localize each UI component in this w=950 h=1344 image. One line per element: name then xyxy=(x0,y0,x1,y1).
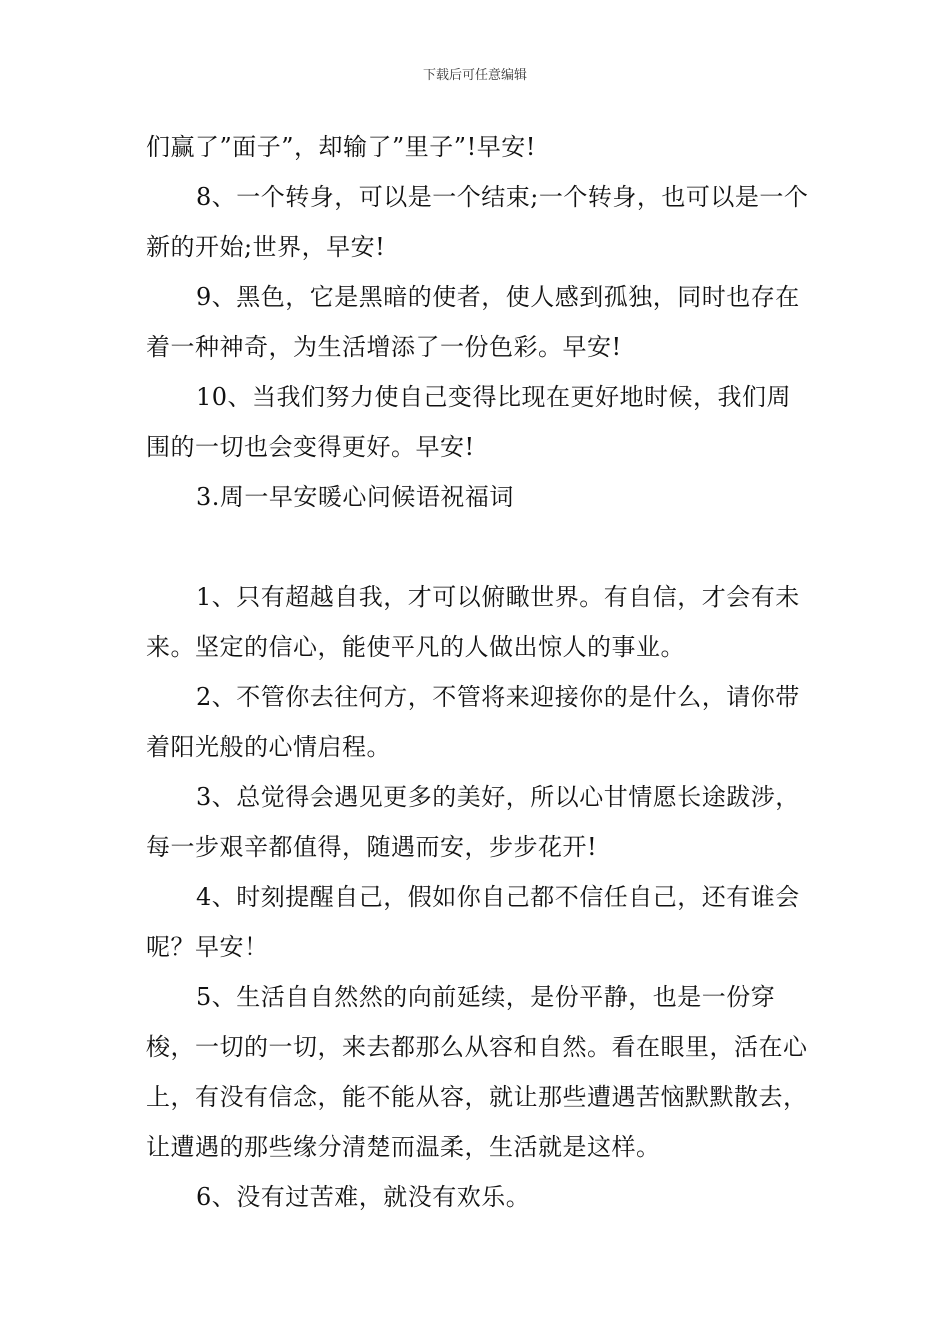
paragraph-item-3: 3、总觉得会遇见更多的美好，所以心甘情愿长途跋涉，每一步艰辛都值得，随遇而安，步步花开! xyxy=(146,783,800,861)
document-body xyxy=(146,122,810,1222)
paragraph-item-4: 4、时刻提醒自己，假如你自己都不信任自己，还有谁会呢？早安！ xyxy=(146,883,800,961)
paragraph-item-5: 5、生活自自然然的向前延续，是份平静，也是一份穿梭，一切的一切，来去都那么从容和自然。看在眼里，活在心上，有没有信念，能不能从容，就让那些遭遇苦恼默默散去，让遭遇的那些缘分清楚而温柔，生活就是这样。 xyxy=(146,983,808,1161)
paragraph-continuation: 们赢了”面子”，却输了”里子”!早安! xyxy=(146,133,536,161)
paragraph-item-10: 10、当我们努力使自己变得比现在更好地时候，我们周围的一切也会变得更好。早安! xyxy=(146,383,792,461)
paragraph-item-8: 8、一个转身，可以是一个结束;一个转身，也可以是一个新的开始;世界，早安! xyxy=(146,183,809,261)
paragraph-item-2: 2、不管你去往何方，不管将来迎接你的是什么，请你带着阳光般的心情启程。 xyxy=(146,683,800,761)
section-spacer xyxy=(146,522,810,572)
paragraph-item-9: 9、黑色，它是黑暗的使者，使人感到孤独，同时也存在着一种神奇，为生活增添了一份色彩。早安! xyxy=(146,283,800,361)
section-heading: 3.周一早安暖心问候语祝福词 xyxy=(196,483,514,511)
paragraph-item-6: 6、没有过苦难，就没有欢乐。 xyxy=(196,1183,531,1211)
paragraph-item-1: 1、只有超越自我，才可以俯瞰世界。有自信，才会有未来。坚定的信心，能使平凡的人做出惊人的事业。 xyxy=(146,583,800,661)
page-header-note: 下载后可任意编辑 xyxy=(422,68,527,83)
